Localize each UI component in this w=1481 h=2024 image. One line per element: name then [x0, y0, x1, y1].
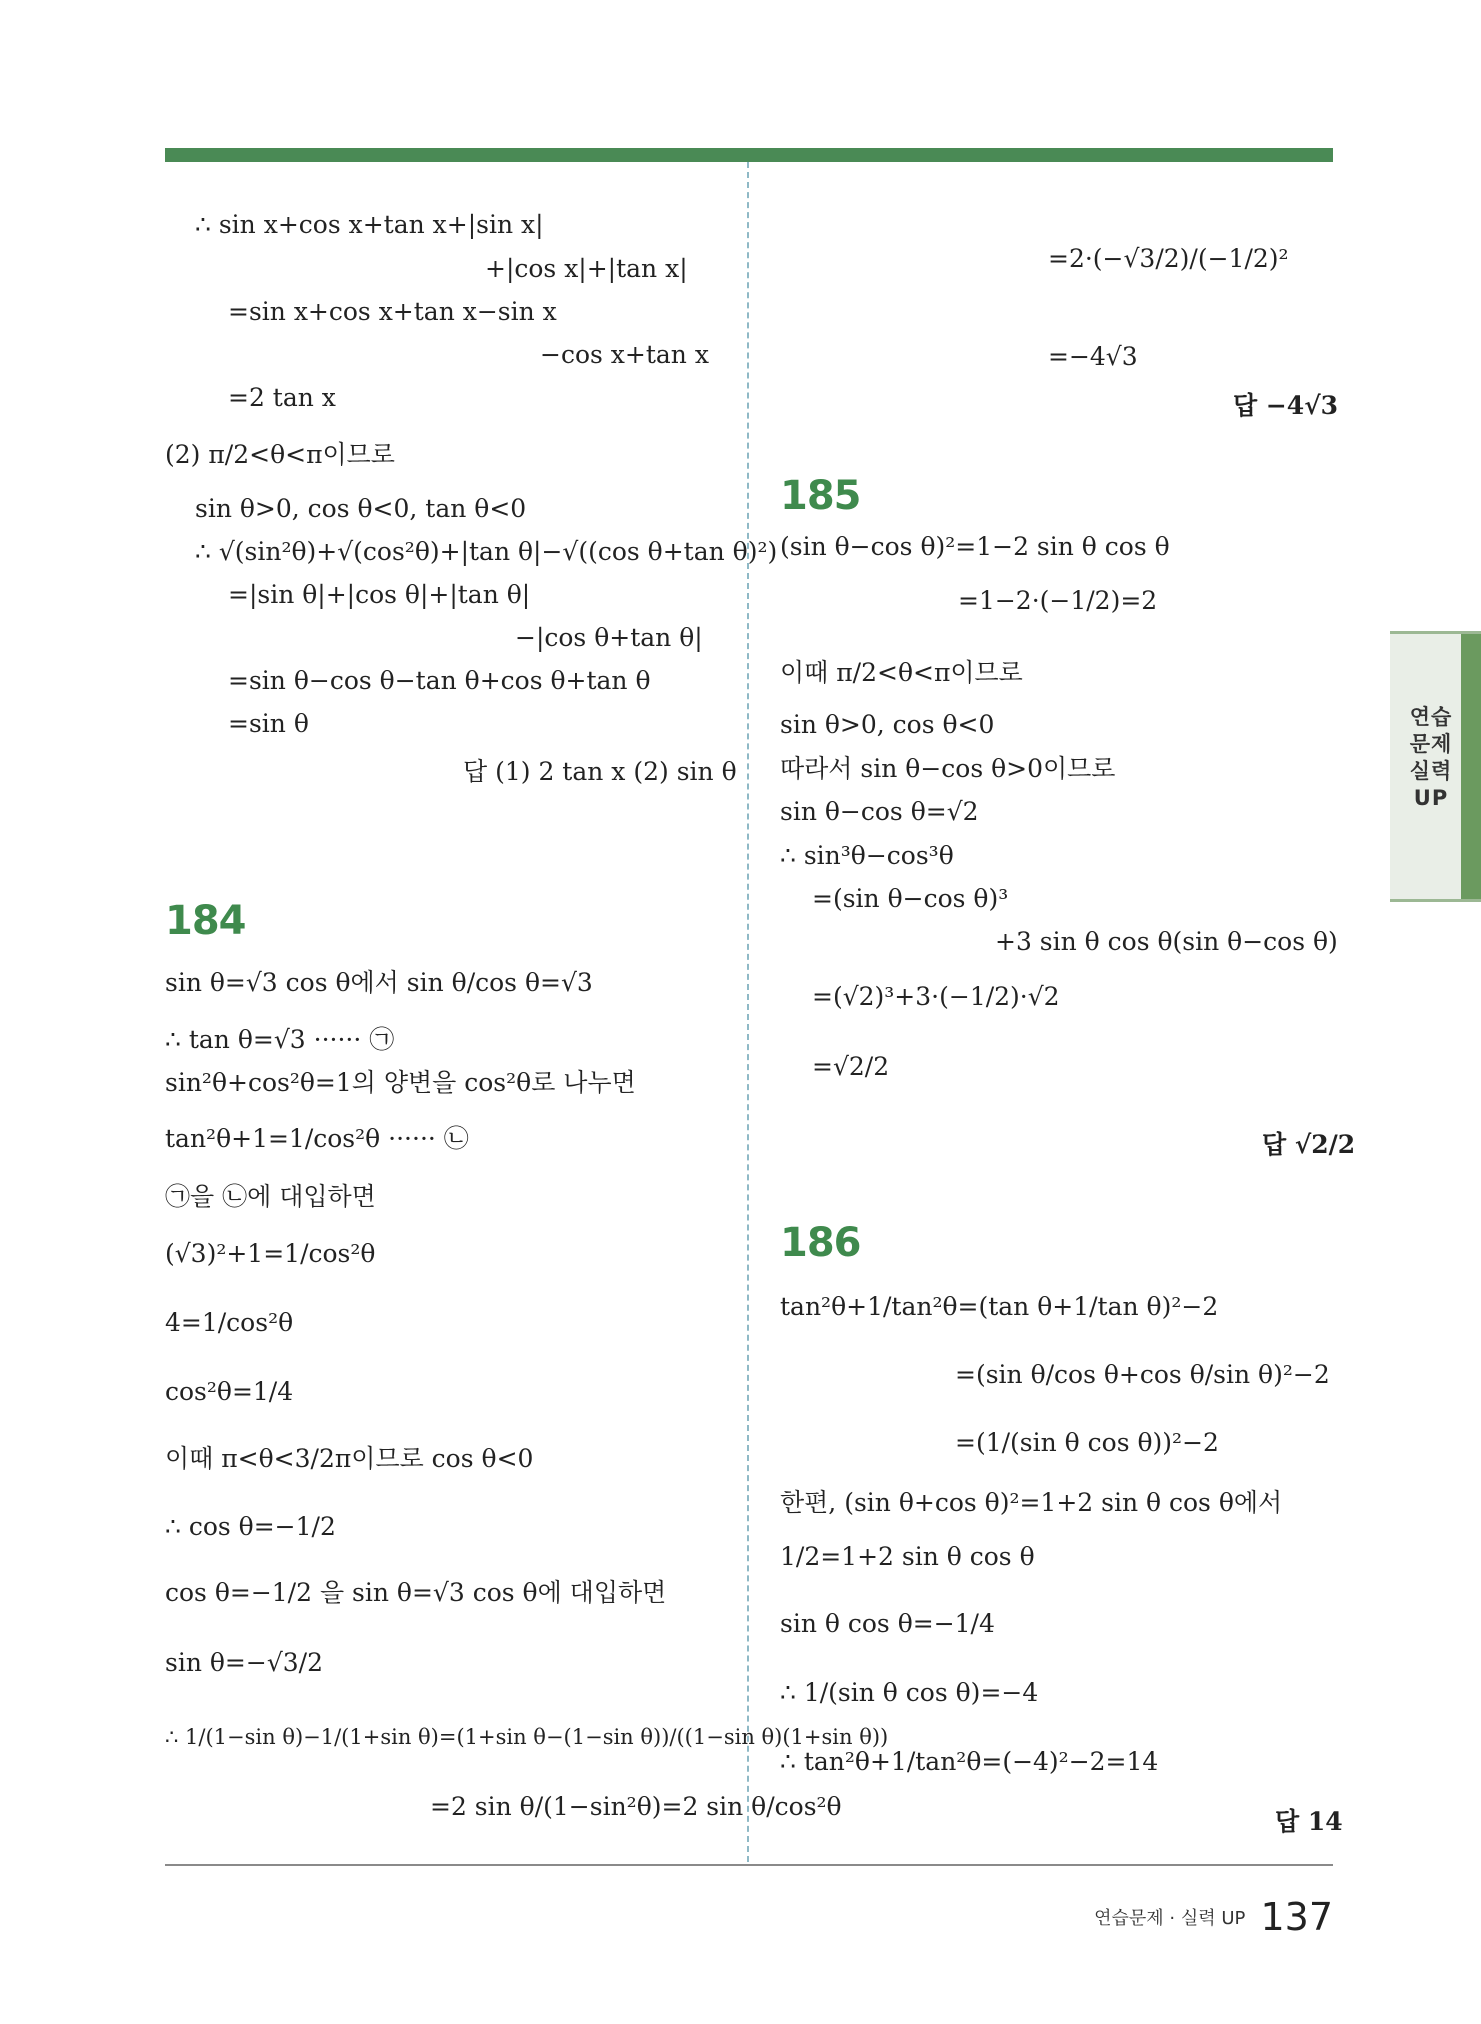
solution-line: cos²θ=1/4: [165, 1377, 294, 1406]
solution-line: =2 tan x: [228, 383, 336, 412]
solution-line: (sin θ−cos θ)²=1−2 sin θ cos θ: [780, 532, 1170, 561]
problem-number: 184: [165, 898, 246, 944]
solution-line: =2·(−√3/2)/(−1/2)²: [1048, 244, 1289, 273]
page-number: 137: [1260, 1895, 1333, 1939]
solution-line: −|cos θ+tan θ|: [515, 623, 703, 652]
side-tab-bar: [1461, 634, 1481, 899]
solution-line: tan²θ+1=1/cos²θ ······ ㉡: [165, 1124, 469, 1153]
solution-line: sin θ>0, cos θ<0: [780, 710, 995, 739]
solution-line: sin θ=√3 cos θ에서 sin θ/cos θ=√3: [165, 968, 593, 997]
answer-text: 답 √2/2: [1262, 1130, 1356, 1159]
column-divider: [747, 162, 749, 1862]
footer-rule: [165, 1864, 1333, 1866]
solution-line: 4=1/cos²θ: [165, 1308, 294, 1337]
problem-number: 186: [780, 1220, 861, 1266]
side-tab-label: 연습문제 실력UP: [1409, 705, 1453, 810]
problem-number: 185: [780, 473, 861, 519]
solution-line: =2 sin θ/(1−sin²θ)=2 sin θ/cos²θ: [430, 1792, 842, 1821]
solution-line: 1/2=1+2 sin θ cos θ: [780, 1542, 1035, 1571]
answer-text: 답 14: [1275, 1807, 1343, 1836]
solution-line: +|cos x|+|tan x|: [485, 254, 688, 283]
solution-line: 이때 π/2<θ<π이므로: [780, 658, 1023, 687]
answer-text: 답 −4√3: [1233, 391, 1339, 420]
solution-line: −cos x+tan x: [540, 340, 709, 369]
solution-line: cos θ=−1/2 을 sin θ=√3 cos θ에 대입하면: [165, 1578, 667, 1607]
solution-line: ∴ 1/(sin θ cos θ)=−4: [780, 1678, 1039, 1707]
solution-line: sin θ=−√3/2: [165, 1648, 323, 1677]
solution-line: ∴ tan²θ+1/tan²θ=(−4)²−2=14: [780, 1747, 1159, 1776]
solution-line: 따라서 sin θ−cos θ>0이므로: [780, 754, 1116, 783]
solution-line: =sin θ−cos θ−tan θ+cos θ+tan θ: [228, 666, 651, 695]
solution-line: (2) π/2<θ<π이므로: [165, 440, 395, 469]
section-side-tab: [1390, 631, 1481, 902]
solution-line: ∴ sin x+cos x+tan x+|sin x|: [195, 210, 544, 239]
solution-line: sin θ cos θ=−1/4: [780, 1609, 995, 1638]
solution-line: =(sin θ−cos θ)³: [812, 884, 1009, 913]
solution-line: ㉠을 ㉡에 대입하면: [165, 1182, 376, 1211]
solution-line: 한편, (sin θ+cos θ)²=1+2 sin θ cos θ에서: [780, 1488, 1283, 1517]
solution-line: ∴ tan θ=√3 ······ ㉠: [165, 1025, 395, 1054]
solution-line: =|sin θ|+|cos θ|+|tan θ|: [228, 580, 531, 609]
solution-line: =(1/(sin θ cos θ))²−2: [955, 1428, 1219, 1457]
solution-line: (√3)²+1=1/cos²θ: [165, 1239, 376, 1268]
solution-line: sin θ>0, cos θ<0, tan θ<0: [195, 494, 527, 523]
solution-line: sin θ−cos θ=√2: [780, 797, 979, 826]
solution-line: ∴ 1/(1−sin θ)−1/(1+sin θ)=(1+sin θ−(1−sin θ))/((1−sin θ)(1+sin θ)): [165, 1725, 889, 1749]
solution-line: =√2/2: [812, 1052, 890, 1081]
solution-line: =sin x+cos x+tan x−sin x: [228, 297, 557, 326]
answer-text: 답 (1) 2 tan x (2) sin θ: [463, 757, 737, 786]
solution-line: 이때 π<θ<3/2π이므로 cos θ<0: [165, 1444, 534, 1473]
solution-line: =sin θ: [228, 709, 309, 738]
solution-line: ∴ √(sin²θ)+√(cos²θ)+|tan θ|−√((cos θ+tan θ)²): [195, 537, 778, 566]
solution-line: =1−2·(−1/2)=2: [958, 586, 1158, 615]
solution-line: +3 sin θ cos θ(sin θ−cos θ): [995, 927, 1338, 956]
solution-line: =−4√3: [1048, 342, 1138, 371]
header-rule: [165, 148, 1333, 162]
solution-line: ∴ cos θ=−1/2: [165, 1512, 336, 1541]
page-footer: [1094, 1895, 1333, 1939]
solution-line: =(sin θ/cos θ+cos θ/sin θ)²−2: [955, 1360, 1330, 1389]
solution-line: ∴ sin³θ−cos³θ: [780, 841, 954, 870]
footer-section-label: 연습문제 · 실력 UP: [1094, 1908, 1246, 1929]
solution-line: =(√2)³+3·(−1/2)·√2: [812, 982, 1060, 1011]
solution-line: sin²θ+cos²θ=1의 양변을 cos²θ로 나누면: [165, 1068, 636, 1097]
solution-line: tan²θ+1/tan²θ=(tan θ+1/tan θ)²−2: [780, 1292, 1219, 1321]
